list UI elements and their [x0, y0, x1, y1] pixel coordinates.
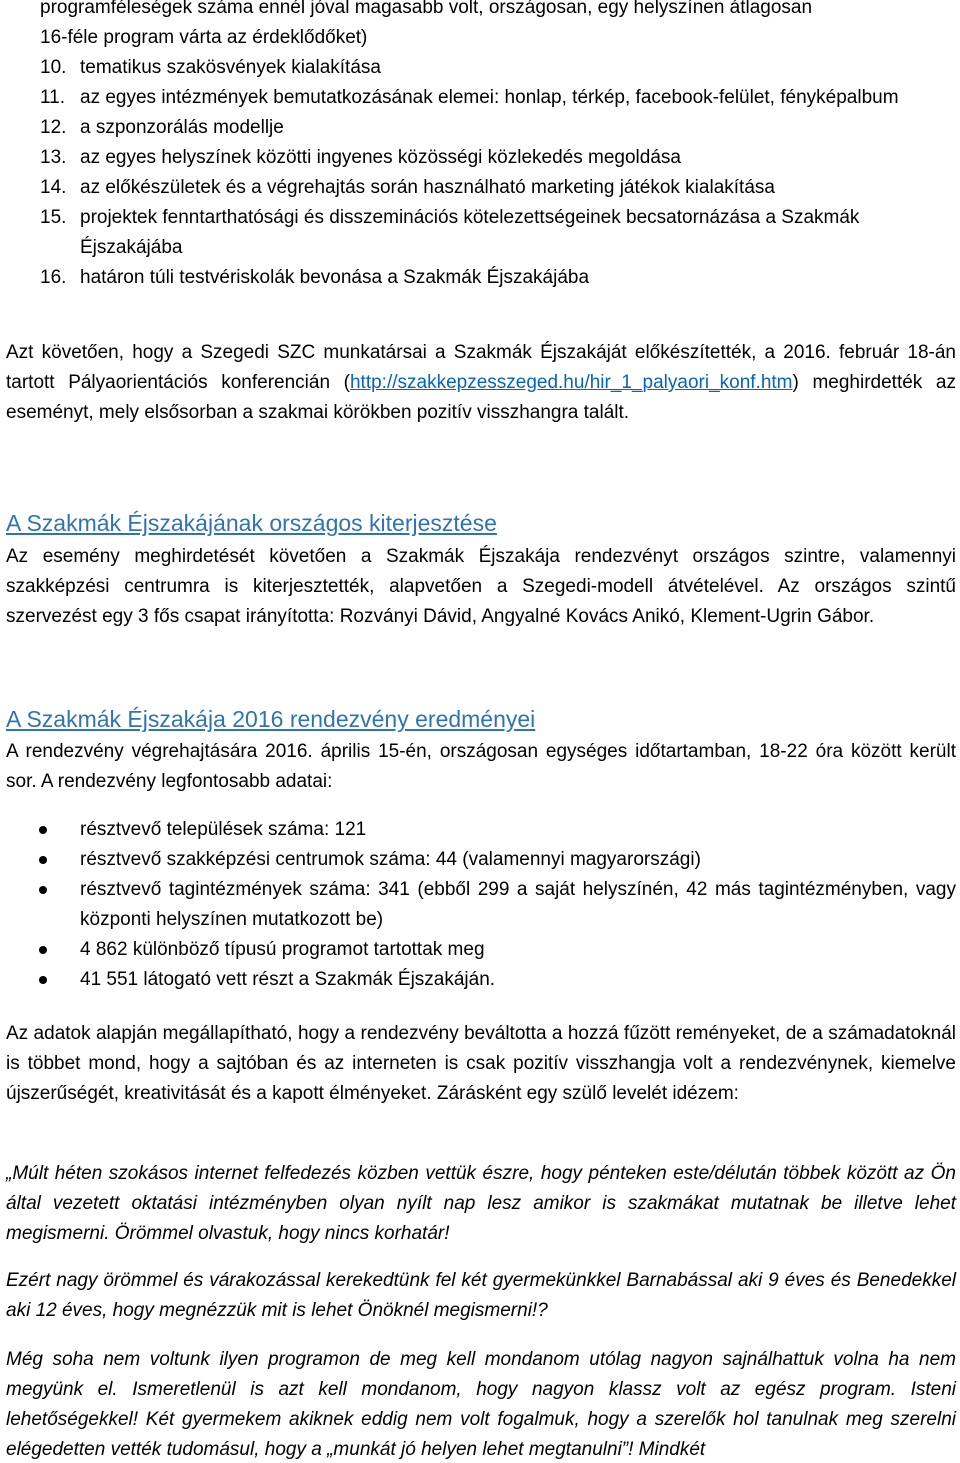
bullet-item — [6, 875, 956, 935]
bullet-icon — [6, 845, 80, 875]
conclusion-paragraph: Az adatok alapján megállapítható, hogy a rendezvény beváltotta a hozzá fűzött reményeket, de a számadatoknál is többet mond, hogy a sajtóban és az interneten is csak pozitív visszhangja volt a rendezvénynek, kiemelve újszerűségét, kreativitását és a kapott élményeket. Zárásként egy szülő levelét idézem: — [6, 1023, 956, 1104]
list-item — [40, 53, 950, 83]
list-item-number: 16. — [40, 267, 67, 288]
bullet-item — [6, 935, 956, 965]
list-item-number: 13. — [40, 147, 67, 168]
bullet-text: résztvevő szakképzési centrumok száma: 44 (valamennyi magyarországi) — [80, 849, 701, 870]
section-paragraph: Az esemény meghirdetését követően a Szakmák Éjszakája rendezvényt országos szintre, valamennyi szakképzési centrumra is kiterjesztették, alapvetően a Szegedi-modell átvételével. Az országos szintű szervezést egy 3 fős csapat irányította: Rozványi Dávid, Angyalné Kovács Anikó, Klement-Ugrin Gábor. — [6, 546, 956, 627]
bullet-text: résztvevő települések száma: 121 — [80, 819, 367, 840]
list-item-number: 15. — [40, 207, 67, 228]
bullet-text: résztvevő tagintézmények száma: 341 (ebből 299 a saját helyszínén, 42 más tagintézményben, vagy központi helyszínen mutatkozott be) — [80, 879, 956, 930]
section-heading — [6, 508, 956, 538]
results-bullet-list — [6, 815, 956, 995]
list-item-number: 14. — [40, 177, 67, 198]
list-item — [40, 113, 950, 143]
bullet-text: 4 862 különböző típusú programot tartottak meg — [80, 939, 485, 960]
bullet-item — [6, 965, 956, 995]
intro-paragraph — [6, 338, 956, 428]
intro-text: Azt követően, hogy a Szegedi SZC munkatársai a Szakmák Éjszakáját előkészítették, a 2016. február 18-án tartott Pályaorientációs konferencián ( — [6, 342, 956, 393]
list-item-text: az előkészületek és a végrehajtás során használható marketing játékok kialakítása — [80, 177, 775, 198]
bullet-icon — [6, 815, 80, 845]
section-heading-text: A Szakmák Éjszakájának országos kiterjesztése — [6, 510, 497, 536]
list-item — [40, 143, 950, 173]
list-item-text: tematikus szakösvények kialakítása — [80, 57, 381, 78]
bullet-icon — [6, 965, 80, 995]
bullet-icon — [6, 935, 80, 965]
list-item-text: határon túli testvériskolák bevonása a Szakmák Éjszakájába — [80, 267, 590, 288]
section-heading-text: A Szakmák Éjszakája 2016 rendezvény eredményei — [6, 706, 536, 732]
list-item — [40, 83, 950, 113]
bullet-item — [6, 845, 956, 875]
section-heading — [6, 704, 956, 734]
section-paragraph: A rendezvény végrehajtására 2016. április 15-én, országosan egységes időtartamban, 18-22 óra között került sor. A rendezvény legfontosabb adatai: — [6, 741, 956, 792]
list-item — [40, 0, 950, 23]
list-item — [40, 263, 950, 293]
list-item-number: 10. — [40, 57, 67, 78]
letter-paragraph: Ezért nagy örömmel és várakozással kerekedtünk fel két gyermekünkkel Barnabással aki 9 éves és Benedekkel aki 12 éves, hogy megnézzük mit is lehet Önöknél megismerni!? — [6, 1270, 956, 1321]
list-item — [40, 23, 950, 53]
letter-paragraph: Még soha nem voltunk ilyen programon de meg kell mondanom utólag nagyon sajnálhattuk volna ha nem megyünk el. Ismeretlenül is azt kell mondanom, hogy nagyon klassz volt az egész program. Isteni lehetőségekkel! Két gyermekem akiknek eddig nem volt fogalmuk, hogy a szerelők hol tanulnak meg szerelni elégedetten vették tudomásul, hogy a „munkát jó helyen lehet megtanulni”! Mindkét — [6, 1349, 956, 1460]
bullet-item — [6, 815, 956, 845]
list-item — [40, 173, 950, 203]
intro-text-end: ) meghirdették az eseményt, mely elsősorban a szakmai körökben pozitív visszhangra talált. — [6, 372, 956, 423]
list-item-number: 11. — [40, 87, 66, 108]
numbered-list — [40, 0, 950, 293]
list-item-number: 12. — [40, 117, 67, 138]
list-item — [40, 203, 950, 263]
letter-paragraph: „Múlt héten szokásos internet felfedezés közben vettük észre, hogy pénteken este/délután többek között az Ön által vezetett oktatási intézményben olyan nyílt nap lesz amikor is szakmákat mutatnak be illetve lehet megismerni. Örömmel olvastuk, hogy nincs korhatár! — [6, 1163, 956, 1244]
konferencia-link[interactable]: http://szakkepzesszeged.hu/hir_1_palyaori_konf.htm — [349, 372, 793, 393]
bullet-text: 41 551 látogató vett részt a Szakmák Éjszakáján. — [80, 969, 496, 990]
list-item-text: 16-féle program várta az érdeklődőket) — [40, 27, 368, 48]
list-item-text: programféleségek száma ennél jóval magasabb volt, országosan, egy helyszínen átlagosan — [40, 0, 813, 18]
list-item-text: az egyes intézmények bemutatkozásának elemei: honlap, térkép, facebook-felület, fényképalbum — [80, 87, 899, 108]
list-item-text: projektek fenntarthatósági és disszeminációs kötelezettségeinek becsatornázása a Szakmák Éjszakájába — [80, 207, 860, 258]
list-item-text: a szponzorálás modellje — [80, 117, 284, 138]
list-item-text: az egyes helyszínek közötti ingyenes közösségi közlekedés megoldása — [80, 147, 681, 168]
bullet-icon — [6, 875, 80, 935]
